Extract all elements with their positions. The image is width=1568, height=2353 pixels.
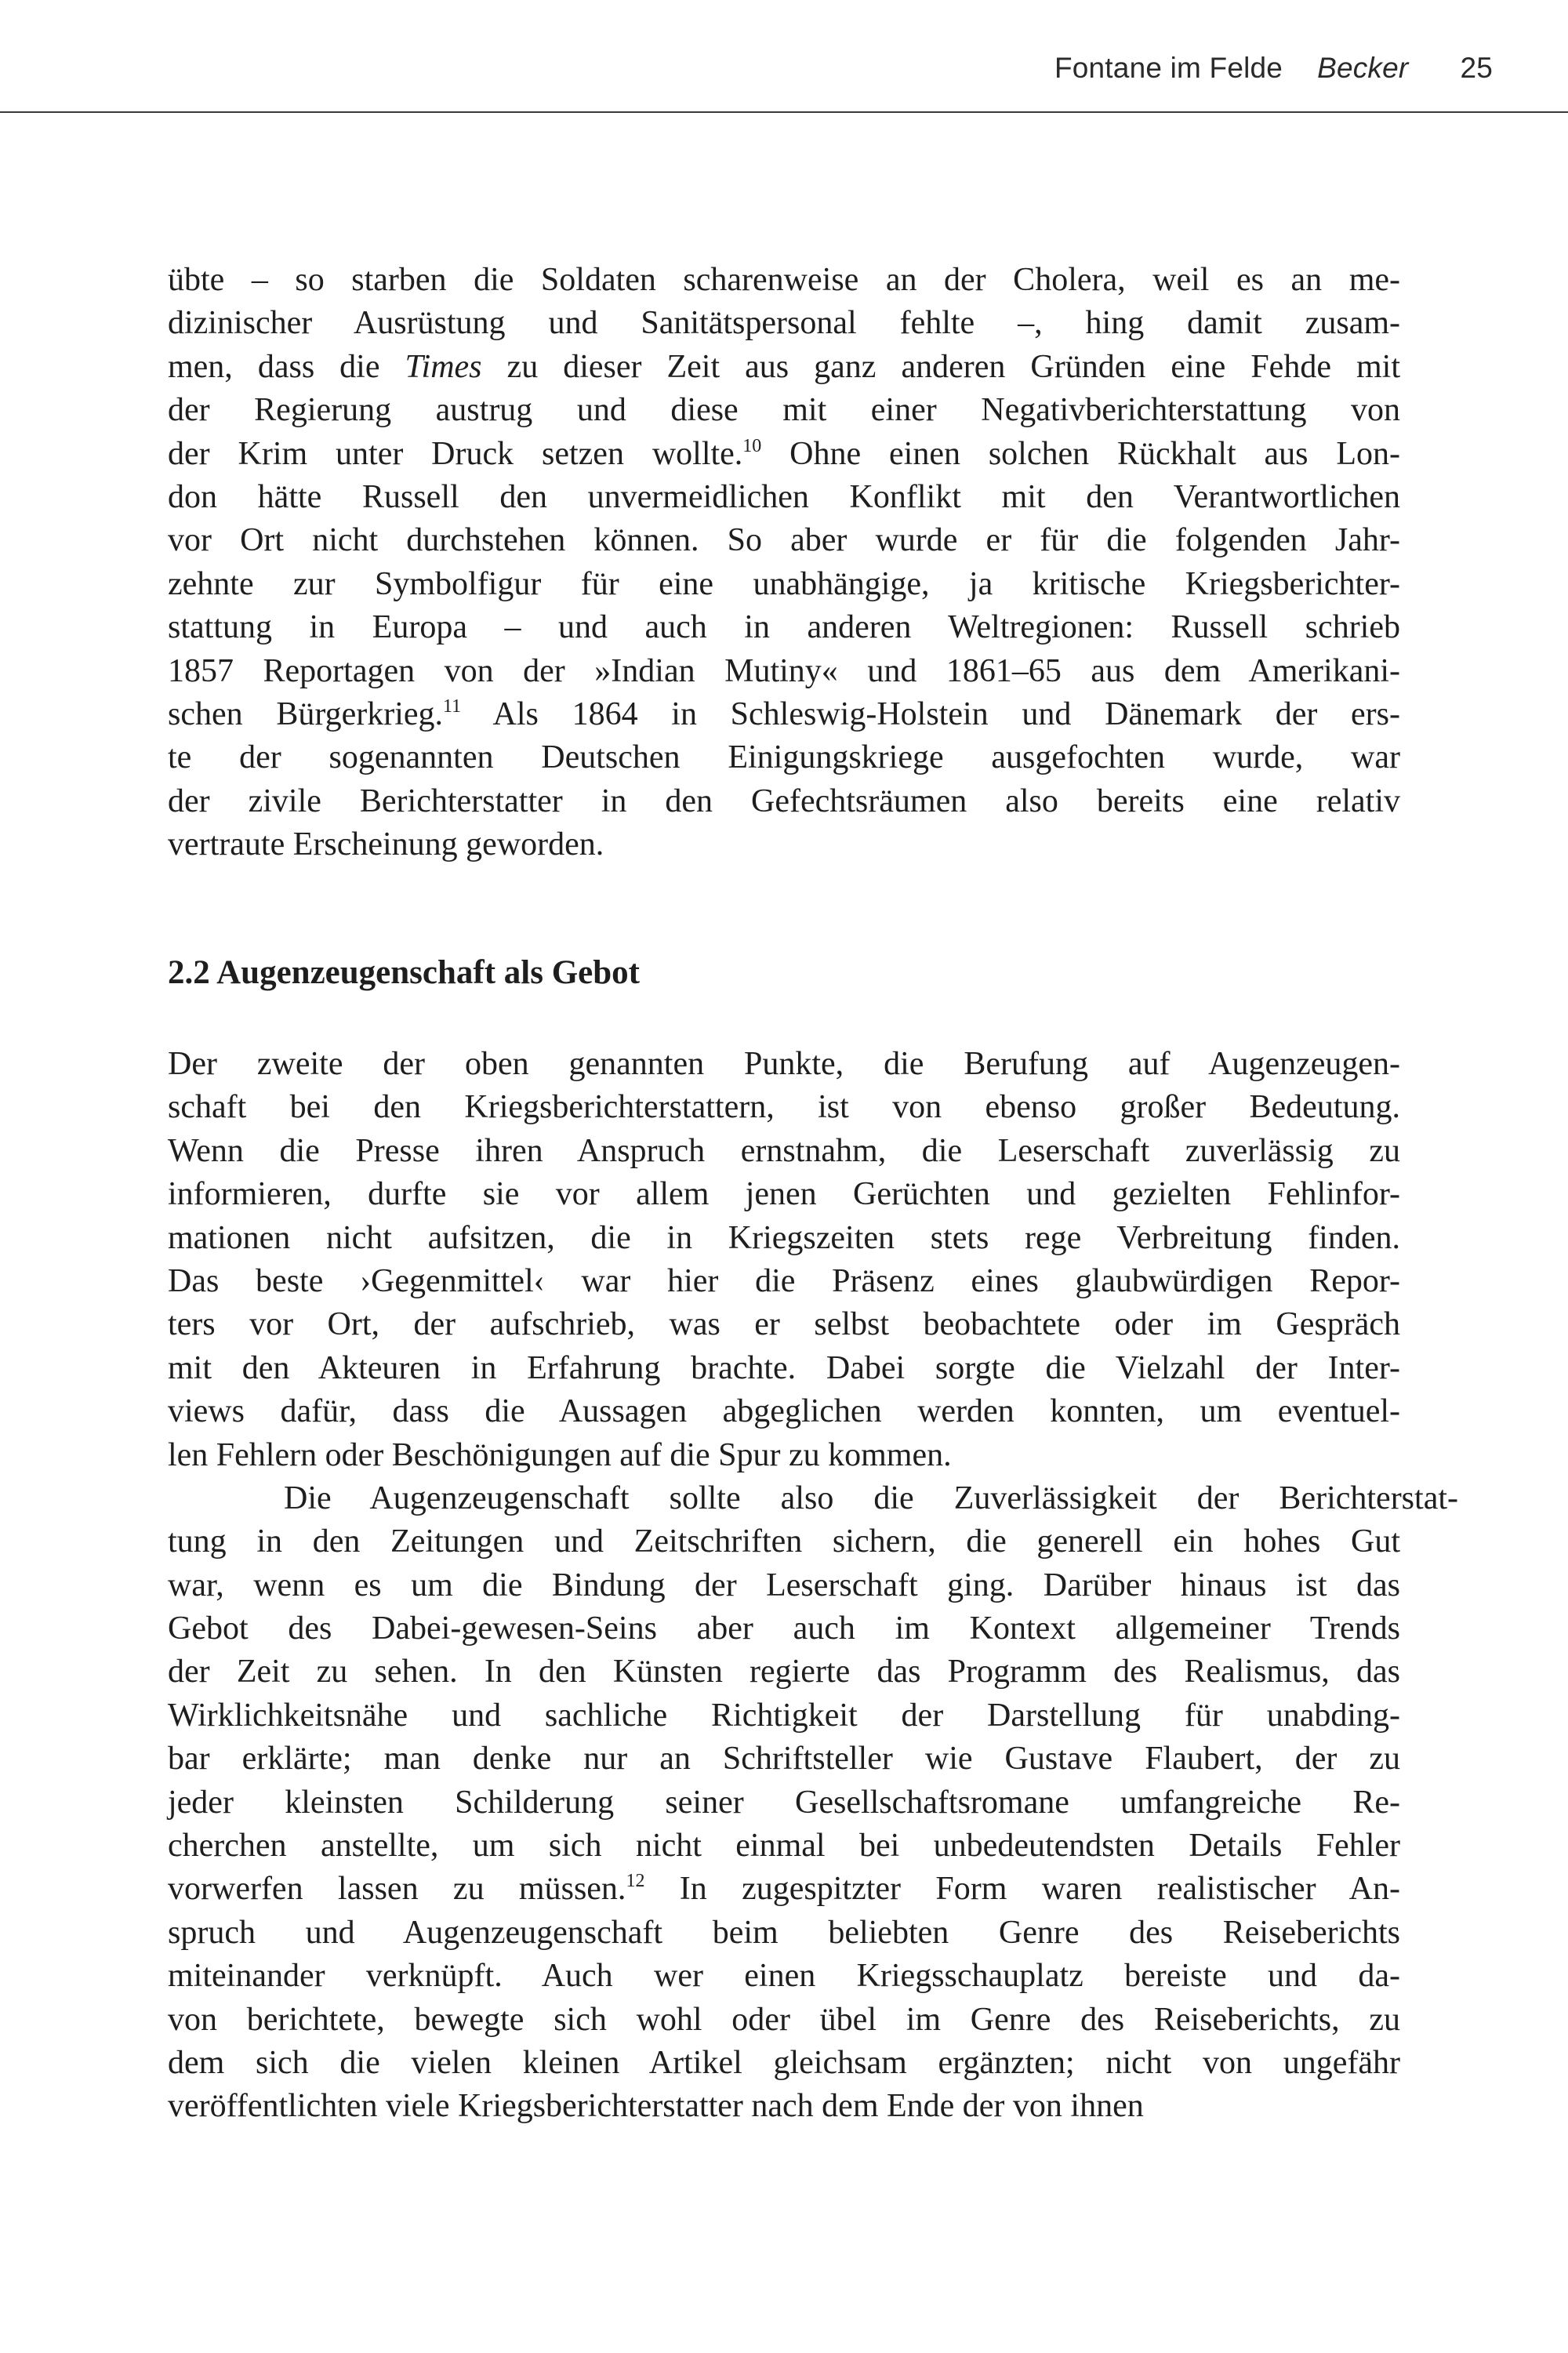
text-line: tung in den Zeitungen und Zeitschriften sichern, die generell ein hohes Gut xyxy=(168,1523,1400,1560)
text-line: vor Ort nicht durchstehen können. So aber wurde er für die folgenden Jahr- xyxy=(168,522,1400,559)
paragraph-2 xyxy=(168,1043,1400,1477)
footnote-marker[interactable]: 10 xyxy=(742,435,762,456)
text-line: schaft bei den Kriegsberichterstattern, ist von ebenso großer Bedeutung. xyxy=(168,1089,1400,1126)
text-line: vorwerfen lassen zu müssen.$^{12}$ In zugespitzter Form waren realistischer An- xyxy=(168,1871,1400,1908)
text-line: stattung in Europa – und auch in anderen Weltregionen: Russell schrieb xyxy=(168,609,1400,646)
text-line: der Regierung austrug und diese mit einer Negativberichterstattung von xyxy=(168,392,1400,429)
paragraph-3 xyxy=(168,1477,1458,2129)
text-line: Gebot des Dabei-gewesen-Seins aber auch im Kontext allgemeiner Trends xyxy=(168,1610,1400,1647)
text-line: schen Bürgerkrieg.$^{11}$ Als 1864 in Schleswig-Holstein und Dänemark der ers- xyxy=(168,695,1400,732)
text-line: men, dass die Times zu dieser Zeit aus ganz anderen Gründen eine Fehde mit xyxy=(168,348,1400,385)
running-title: Fontane im Felde xyxy=(1054,52,1283,84)
text-line: len Fehlern oder Beschönigungen auf die Spur zu kommen. xyxy=(168,1436,952,1473)
paragraph-2-and-3 xyxy=(168,1043,1458,2129)
italic-title: Times xyxy=(405,348,482,385)
text-line: veröffentlichten viele Kriegsberichterstatter nach dem Ende der von ihnen xyxy=(168,2088,1144,2125)
footnote-marker[interactable]: 11 xyxy=(443,695,462,717)
text-line: te der sogenannten Deutschen Einigungskriege ausgefochten wurde, war xyxy=(168,739,1400,776)
text-line: vertraute Erscheinung geworden. xyxy=(168,826,604,863)
text-line: bar erklärte; man denke nur an Schriftsteller wie Gustave Flaubert, der zu xyxy=(168,1741,1400,1777)
text-line: informieren, durfte sie vor allem jenen Gerüchten und gezielten Fehlinfor- xyxy=(168,1176,1400,1213)
text-line: war, wenn es um die Bindung der Leserschaft ging. Darüber hinaus ist das xyxy=(168,1567,1400,1603)
text-line: 1857 Reportagen von der »Indian Mutiny« und 1861–65 aus dem Amerikani- xyxy=(168,652,1400,689)
text-line: jeder kleinsten Schilderung seiner Gesellschaftsromane umfangreiche Re- xyxy=(168,1784,1400,1821)
text-line: Wenn die Presse ihren Anspruch ernstnahm, die Leserschaft zuverlässig zu xyxy=(168,1132,1400,1169)
header-text xyxy=(1054,52,1493,85)
text-line: der Zeit zu sehen. In den Künsten regierte das Programm des Realismus, das xyxy=(168,1654,1400,1690)
text-line: cherchen anstellte, um sich nicht einmal bei unbedeutendsten Details Fehler xyxy=(168,1828,1400,1865)
text-line: Wirklichkeitsnähe und sachliche Richtigkeit der Darstellung für unabding- xyxy=(168,1697,1400,1734)
text-line: dem sich die vielen kleinen Artikel gleichsam ergänzten; nicht von ungefähr xyxy=(168,2044,1400,2081)
text-line: views dafür, dass die Aussagen abgeglichen werden konnten, um eventuel- xyxy=(168,1393,1400,1430)
section-heading: 2.2 Augenzeugenschaft als Gebot xyxy=(168,954,640,991)
text-line: spruch und Augenzeugenschaft beim beliebten Genre des Reiseberichts xyxy=(168,1914,1400,1951)
text-line: dizinischer Ausrüstung und Sanitätspersonal fehlte –, hing damit zusam- xyxy=(168,305,1400,342)
paragraph-1 xyxy=(168,259,1400,866)
running-author: Becker xyxy=(1317,52,1409,84)
text-line: mit den Akteuren in Erfahrung brachte. Dabei sorgte die Vielzahl der Inter- xyxy=(168,1349,1400,1386)
text-line: übte – so starben die Soldaten scharenweise an der Cholera, weil es an me- xyxy=(168,262,1400,298)
text-line: miteinander verknüpft. Auch wer einen Kriegsschauplatz bereiste und da- xyxy=(168,1958,1400,1995)
text-line: Der zweite der oben genannten Punkte, die Berufung auf Augenzeugen- xyxy=(168,1046,1400,1082)
text-line: Die Augenzeugenschaft sollte also die Zuverlässigkeit der Berichterstat- xyxy=(284,1480,1458,1516)
text-line: der Krim unter Druck setzen wollte.$^{10}$ Ohne einen solchen Rückhalt aus Lon- xyxy=(168,435,1400,472)
footnote-marker[interactable]: 12 xyxy=(626,1871,645,1892)
text-line: der zivile Berichterstatter in den Gefechtsräumen also bereits eine relativ xyxy=(168,783,1400,819)
running-header xyxy=(0,0,1568,113)
text-line: don hätte Russell den unvermeidlichen Konflikt mit den Verantwortlichen xyxy=(168,478,1400,515)
text-line: mationen nicht aufsitzen, die in Kriegszeiten stets rege Verbreitung finden. xyxy=(168,1219,1400,1256)
text-line: zehnte zur Symbolfigur für eine unabhängige, ja kritische Kriegsberichter- xyxy=(168,565,1400,602)
text-line: ters vor Ort, der aufschrieb, was er selbst beobachtete oder im Gespräch xyxy=(168,1306,1400,1343)
text-line: von berichtete, bewegte sich wohl oder übel im Genre des Reiseberichts, zu xyxy=(168,2001,1400,2038)
text-line: Das beste ›Gegenmittel‹ war hier die Präsenz eines glaubwürdigen Repor- xyxy=(168,1262,1400,1299)
page-number: 25 xyxy=(1460,52,1493,84)
